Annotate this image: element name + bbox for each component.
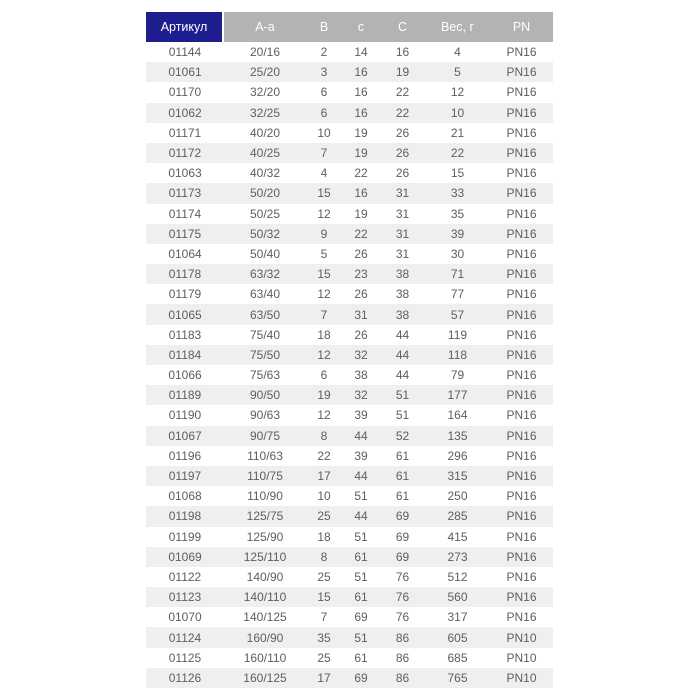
cell-weight: 164	[425, 405, 490, 425]
cell-c-big: 22	[380, 103, 425, 123]
cell-aa: 75/40	[224, 325, 306, 345]
cell-aa: 40/25	[224, 143, 306, 163]
cell-weight: 79	[425, 365, 490, 385]
cell-aa: 90/63	[224, 405, 306, 425]
cell-aa: 90/75	[224, 426, 306, 446]
cell-pn: PN10	[490, 668, 553, 688]
cell-aa: 125/90	[224, 527, 306, 547]
table-row	[146, 304, 553, 324]
table-row	[146, 62, 553, 82]
cell-weight: 119	[425, 325, 490, 345]
cell-c-small: 44	[342, 466, 380, 486]
cell-weight: 12	[425, 82, 490, 102]
cell-c-big: 69	[380, 506, 425, 526]
cell-c-big: 38	[380, 304, 425, 324]
table-row	[146, 224, 553, 244]
cell-c-big: 26	[380, 163, 425, 183]
cell-aa: 20/16	[224, 42, 306, 62]
column-header-c-big: С	[380, 12, 425, 42]
cell-c-big: 26	[380, 123, 425, 143]
cell-article: 01123	[146, 587, 224, 607]
cell-weight: 21	[425, 123, 490, 143]
table-header-row	[146, 12, 553, 42]
cell-c-big: 31	[380, 183, 425, 203]
cell-aa: 25/20	[224, 62, 306, 82]
table-row	[146, 244, 553, 264]
cell-article: 01125	[146, 648, 224, 668]
table-row	[146, 607, 553, 627]
cell-c-big: 44	[380, 345, 425, 365]
table-row	[146, 103, 553, 123]
column-header-c-small: с	[342, 12, 380, 42]
column-header-article: Артикул	[146, 12, 224, 42]
cell-b: 8	[306, 547, 342, 567]
cell-article: 01190	[146, 405, 224, 425]
column-header-pn: PN	[490, 12, 553, 42]
cell-b: 25	[306, 648, 342, 668]
cell-aa: 63/50	[224, 304, 306, 324]
cell-article: 01126	[146, 668, 224, 688]
cell-c-big: 51	[380, 405, 425, 425]
cell-b: 2	[306, 42, 342, 62]
cell-article: 01070	[146, 607, 224, 627]
cell-article: 01170	[146, 82, 224, 102]
cell-b: 3	[306, 62, 342, 82]
cell-b: 7	[306, 143, 342, 163]
cell-c-big: 31	[380, 204, 425, 224]
cell-b: 15	[306, 264, 342, 284]
cell-article: 01174	[146, 204, 224, 224]
cell-article: 01196	[146, 446, 224, 466]
cell-article: 01068	[146, 486, 224, 506]
cell-article: 01062	[146, 103, 224, 123]
cell-pn: PN16	[490, 103, 553, 123]
table-row	[146, 345, 553, 365]
cell-c-big: 31	[380, 244, 425, 264]
cell-c-small: 19	[342, 143, 380, 163]
column-header-aa: А-а	[224, 12, 306, 42]
cell-c-small: 26	[342, 244, 380, 264]
cell-c-big: 86	[380, 627, 425, 647]
cell-pn: PN16	[490, 486, 553, 506]
cell-article: 01172	[146, 143, 224, 163]
table-row	[146, 587, 553, 607]
cell-weight: 30	[425, 244, 490, 264]
cell-weight: 685	[425, 648, 490, 668]
cell-pn: PN16	[490, 224, 553, 244]
cell-b: 22	[306, 446, 342, 466]
cell-pn: PN16	[490, 547, 553, 567]
cell-b: 12	[306, 345, 342, 365]
cell-pn: PN16	[490, 304, 553, 324]
cell-weight: 250	[425, 486, 490, 506]
cell-weight: 177	[425, 385, 490, 405]
table-row	[146, 123, 553, 143]
table-row	[146, 527, 553, 547]
cell-weight: 512	[425, 567, 490, 587]
cell-article: 01175	[146, 224, 224, 244]
cell-weight: 273	[425, 547, 490, 567]
cell-weight: 71	[425, 264, 490, 284]
table-row	[146, 506, 553, 526]
cell-pn: PN16	[490, 244, 553, 264]
cell-pn: PN16	[490, 345, 553, 365]
cell-c-small: 51	[342, 567, 380, 587]
cell-article: 01179	[146, 284, 224, 304]
cell-weight: 296	[425, 446, 490, 466]
table-row	[146, 486, 553, 506]
cell-pn: PN16	[490, 123, 553, 143]
cell-c-small: 69	[342, 668, 380, 688]
cell-b: 10	[306, 123, 342, 143]
cell-c-small: 61	[342, 648, 380, 668]
cell-weight: 57	[425, 304, 490, 324]
cell-weight: 77	[425, 284, 490, 304]
table-body	[146, 42, 553, 688]
cell-b: 35	[306, 627, 342, 647]
cell-c-small: 32	[342, 345, 380, 365]
cell-c-big: 86	[380, 668, 425, 688]
cell-weight: 285	[425, 506, 490, 526]
cell-c-big: 31	[380, 224, 425, 244]
table-row	[146, 446, 553, 466]
cell-pn: PN16	[490, 567, 553, 587]
cell-c-small: 38	[342, 365, 380, 385]
table-row	[146, 204, 553, 224]
cell-article: 01144	[146, 42, 224, 62]
table-row	[146, 284, 553, 304]
cell-b: 15	[306, 183, 342, 203]
cell-pn: PN16	[490, 325, 553, 345]
cell-c-big: 86	[380, 648, 425, 668]
cell-c-small: 14	[342, 42, 380, 62]
cell-aa: 75/50	[224, 345, 306, 365]
cell-aa: 90/50	[224, 385, 306, 405]
cell-weight: 315	[425, 466, 490, 486]
cell-b: 10	[306, 486, 342, 506]
cell-b: 17	[306, 466, 342, 486]
cell-aa: 63/32	[224, 264, 306, 284]
cell-c-big: 16	[380, 42, 425, 62]
cell-b: 6	[306, 103, 342, 123]
cell-aa: 63/40	[224, 284, 306, 304]
cell-article: 01199	[146, 527, 224, 547]
table-row	[146, 405, 553, 425]
cell-c-big: 69	[380, 547, 425, 567]
cell-b: 17	[306, 668, 342, 688]
cell-article: 01124	[146, 627, 224, 647]
cell-c-big: 19	[380, 62, 425, 82]
cell-pn: PN16	[490, 264, 553, 284]
cell-pn: PN16	[490, 466, 553, 486]
cell-pn: PN16	[490, 143, 553, 163]
cell-c-small: 32	[342, 385, 380, 405]
table-row	[146, 163, 553, 183]
cell-b: 18	[306, 527, 342, 547]
cell-weight: 560	[425, 587, 490, 607]
cell-pn: PN16	[490, 587, 553, 607]
cell-c-small: 26	[342, 284, 380, 304]
column-header-b: В	[306, 12, 342, 42]
cell-b: 8	[306, 426, 342, 446]
cell-b: 19	[306, 385, 342, 405]
cell-c-big: 26	[380, 143, 425, 163]
cell-pn: PN16	[490, 62, 553, 82]
cell-pn: PN16	[490, 365, 553, 385]
cell-aa: 75/63	[224, 365, 306, 385]
cell-c-small: 16	[342, 183, 380, 203]
cell-weight: 35	[425, 204, 490, 224]
table-row	[146, 143, 553, 163]
cell-pn: PN16	[490, 183, 553, 203]
cell-c-small: 22	[342, 224, 380, 244]
cell-c-big: 38	[380, 284, 425, 304]
cell-weight: 135	[425, 426, 490, 446]
cell-weight: 4	[425, 42, 490, 62]
cell-b: 12	[306, 405, 342, 425]
cell-weight: 15	[425, 163, 490, 183]
cell-c-big: 61	[380, 446, 425, 466]
cell-b: 7	[306, 304, 342, 324]
cell-c-big: 44	[380, 325, 425, 345]
cell-c-small: 16	[342, 82, 380, 102]
dimensions-table	[146, 12, 553, 688]
cell-pn: PN16	[490, 163, 553, 183]
cell-article: 01065	[146, 304, 224, 324]
cell-pn: PN16	[490, 527, 553, 547]
cell-pn: PN16	[490, 446, 553, 466]
table-row	[146, 426, 553, 446]
cell-c-big: 76	[380, 607, 425, 627]
cell-pn: PN16	[490, 426, 553, 446]
table-row	[146, 82, 553, 102]
table-row	[146, 365, 553, 385]
cell-aa: 32/25	[224, 103, 306, 123]
cell-article: 01171	[146, 123, 224, 143]
cell-article: 01197	[146, 466, 224, 486]
cell-c-big: 69	[380, 527, 425, 547]
cell-b: 5	[306, 244, 342, 264]
cell-weight: 317	[425, 607, 490, 627]
table-row	[146, 567, 553, 587]
cell-weight: 22	[425, 143, 490, 163]
cell-article: 01184	[146, 345, 224, 365]
cell-pn: PN16	[490, 506, 553, 526]
cell-c-big: 61	[380, 466, 425, 486]
table-row	[146, 325, 553, 345]
cell-weight: 39	[425, 224, 490, 244]
cell-aa: 160/125	[224, 668, 306, 688]
table-row	[146, 183, 553, 203]
table-row	[146, 668, 553, 688]
cell-aa: 50/25	[224, 204, 306, 224]
cell-c-small: 61	[342, 587, 380, 607]
cell-c-small: 19	[342, 204, 380, 224]
cell-article: 01122	[146, 567, 224, 587]
cell-aa: 110/75	[224, 466, 306, 486]
cell-article: 01198	[146, 506, 224, 526]
cell-article: 01066	[146, 365, 224, 385]
cell-b: 6	[306, 365, 342, 385]
cell-aa: 160/90	[224, 627, 306, 647]
cell-weight: 118	[425, 345, 490, 365]
cell-aa: 50/40	[224, 244, 306, 264]
cell-c-small: 19	[342, 123, 380, 143]
cell-article: 01064	[146, 244, 224, 264]
cell-article: 01069	[146, 547, 224, 567]
cell-weight: 33	[425, 183, 490, 203]
cell-aa: 50/32	[224, 224, 306, 244]
cell-aa: 160/110	[224, 648, 306, 668]
cell-c-small: 44	[342, 506, 380, 526]
cell-b: 4	[306, 163, 342, 183]
table-row	[146, 648, 553, 668]
cell-b: 18	[306, 325, 342, 345]
table-row	[146, 385, 553, 405]
cell-pn: PN10	[490, 627, 553, 647]
cell-c-small: 51	[342, 627, 380, 647]
table-row	[146, 42, 553, 62]
cell-aa: 125/75	[224, 506, 306, 526]
cell-b: 12	[306, 284, 342, 304]
cell-pn: PN16	[490, 405, 553, 425]
cell-c-big: 44	[380, 365, 425, 385]
cell-pn: PN16	[490, 42, 553, 62]
cell-b: 25	[306, 506, 342, 526]
cell-aa: 140/125	[224, 607, 306, 627]
cell-pn: PN16	[490, 385, 553, 405]
cell-aa: 32/20	[224, 82, 306, 102]
cell-weight: 415	[425, 527, 490, 547]
cell-c-big: 51	[380, 385, 425, 405]
cell-c-small: 31	[342, 304, 380, 324]
cell-c-small: 44	[342, 426, 380, 446]
cell-c-small: 51	[342, 486, 380, 506]
cell-aa: 140/110	[224, 587, 306, 607]
cell-article: 01178	[146, 264, 224, 284]
cell-c-small: 61	[342, 547, 380, 567]
cell-c-small: 16	[342, 62, 380, 82]
cell-pn: PN16	[490, 607, 553, 627]
cell-c-small: 23	[342, 264, 380, 284]
column-header-weight: Вес, г	[425, 12, 490, 42]
cell-b: 15	[306, 587, 342, 607]
table-row	[146, 627, 553, 647]
table-row	[146, 264, 553, 284]
table-row	[146, 547, 553, 567]
cell-article: 01063	[146, 163, 224, 183]
cell-aa: 110/90	[224, 486, 306, 506]
cell-weight: 605	[425, 627, 490, 647]
cell-c-big: 76	[380, 567, 425, 587]
cell-c-big: 22	[380, 82, 425, 102]
cell-pn: PN10	[490, 648, 553, 668]
cell-weight: 765	[425, 668, 490, 688]
cell-pn: PN16	[490, 204, 553, 224]
cell-c-small: 39	[342, 446, 380, 466]
cell-article: 01067	[146, 426, 224, 446]
cell-weight: 5	[425, 62, 490, 82]
cell-article: 01189	[146, 385, 224, 405]
cell-aa: 50/20	[224, 183, 306, 203]
cell-c-small: 39	[342, 405, 380, 425]
table-row	[146, 466, 553, 486]
cell-c-small: 26	[342, 325, 380, 345]
cell-aa: 40/32	[224, 163, 306, 183]
cell-pn: PN16	[490, 82, 553, 102]
cell-b: 12	[306, 204, 342, 224]
cell-article: 01183	[146, 325, 224, 345]
cell-aa: 140/90	[224, 567, 306, 587]
cell-aa: 110/63	[224, 446, 306, 466]
cell-b: 6	[306, 82, 342, 102]
cell-c-small: 22	[342, 163, 380, 183]
cell-article: 01173	[146, 183, 224, 203]
cell-b: 9	[306, 224, 342, 244]
cell-aa: 125/110	[224, 547, 306, 567]
cell-c-big: 52	[380, 426, 425, 446]
cell-aa: 40/20	[224, 123, 306, 143]
cell-c-big: 76	[380, 587, 425, 607]
cell-c-small: 16	[342, 103, 380, 123]
cell-b: 25	[306, 567, 342, 587]
cell-c-big: 38	[380, 264, 425, 284]
cell-c-small: 69	[342, 607, 380, 627]
cell-c-small: 51	[342, 527, 380, 547]
cell-article: 01061	[146, 62, 224, 82]
cell-b: 7	[306, 607, 342, 627]
cell-weight: 10	[425, 103, 490, 123]
cell-c-big: 61	[380, 486, 425, 506]
cell-pn: PN16	[490, 284, 553, 304]
